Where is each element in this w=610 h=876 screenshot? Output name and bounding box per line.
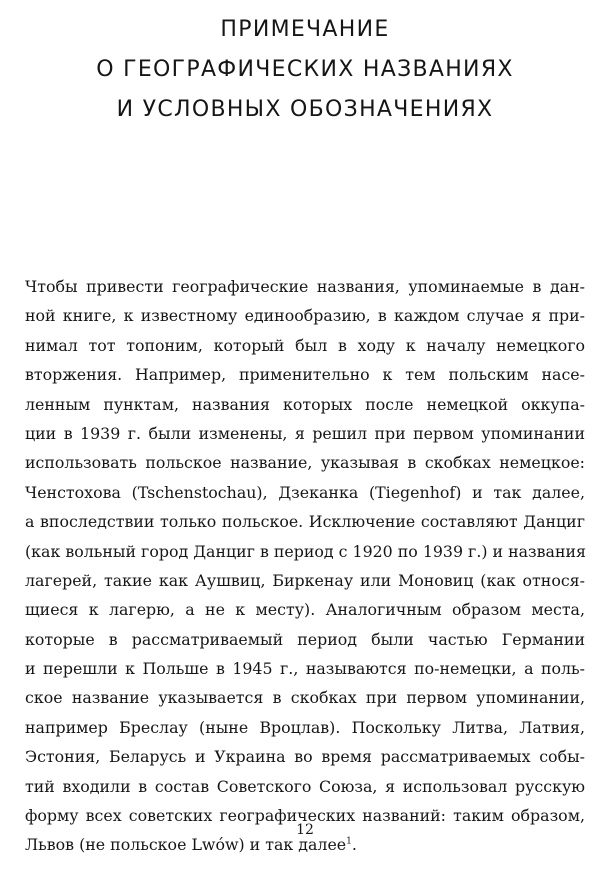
heading-line-3: И УСЛОВНЫХ ОБОЗНАЧЕНИЯХ bbox=[116, 97, 494, 122]
footnote-marker[interactable]: 1 bbox=[346, 837, 352, 848]
text-line: ции в 1939 г. были изменены, я решил при первом упоминании bbox=[25, 423, 585, 443]
text-line: например Бреслау (ныне Вроцлав). Поскольку Литва, Латвия, bbox=[25, 717, 585, 737]
text-line-content: Львов (не польское Lwów) и так далее bbox=[25, 835, 347, 855]
text-line: а впоследствии только польское. Исключение составляют Данциг bbox=[25, 512, 585, 532]
heading-line-2: О ГЕОГРАФИЧЕСКИХ НАЗВАНИЯХ bbox=[96, 57, 514, 82]
text-line: лагерей, такие как Аушвиц, Биркенау или Моновиц (как относя- bbox=[25, 570, 585, 590]
final-punctuation: . bbox=[351, 835, 357, 855]
page-number: 12 bbox=[296, 822, 314, 838]
text-line: щиеся к лагерю, а не к месту). Аналогичным образом места, bbox=[25, 600, 585, 620]
text-line: ной книге, к известному единообразию, в каждом случае я при- bbox=[25, 306, 585, 326]
text-line: Эстония, Беларусь и Украина во время рассматриваемых собы- bbox=[25, 747, 585, 767]
text-line: Ченстохова (Tschenstochau), Дзеканка (Tiegenhof) и так далее, bbox=[25, 482, 585, 502]
body-paragraph bbox=[25, 272, 585, 860]
text-line: которые в рассматриваемый период были частью Германии bbox=[25, 629, 585, 649]
text-line: Чтобы привести географические названия, упоминаемые в дан- bbox=[25, 277, 585, 296]
text-line: ленным пунктам, названия которых после немецкой оккупа- bbox=[25, 394, 585, 414]
text-line: (как вольный город Данциг в период с 1920 по 1939 г.) и названия bbox=[25, 541, 586, 561]
text-line: форму всех советских географических названий: таким образом, bbox=[25, 806, 585, 826]
text-line: и перешли к Польше в 1945 г., называются по-немецки, а поль- bbox=[25, 659, 585, 679]
text-line: ское название указывается в скобках при первом упоминании, bbox=[25, 688, 585, 708]
chapter-heading bbox=[0, 10, 610, 130]
text-line: использовать польское название, указывая в скобках немецкое: bbox=[25, 453, 585, 473]
text-line: нимал тот топоним, который был в ходу к началу немецкого bbox=[25, 335, 585, 355]
text-line: тий входили в состав Советского Союза, я использовал русскую bbox=[25, 776, 585, 796]
heading-line-1: ПРИМЕЧАНИЕ bbox=[220, 17, 390, 42]
text-line: вторжения. Например, применительно к тем польским насе- bbox=[25, 365, 585, 385]
